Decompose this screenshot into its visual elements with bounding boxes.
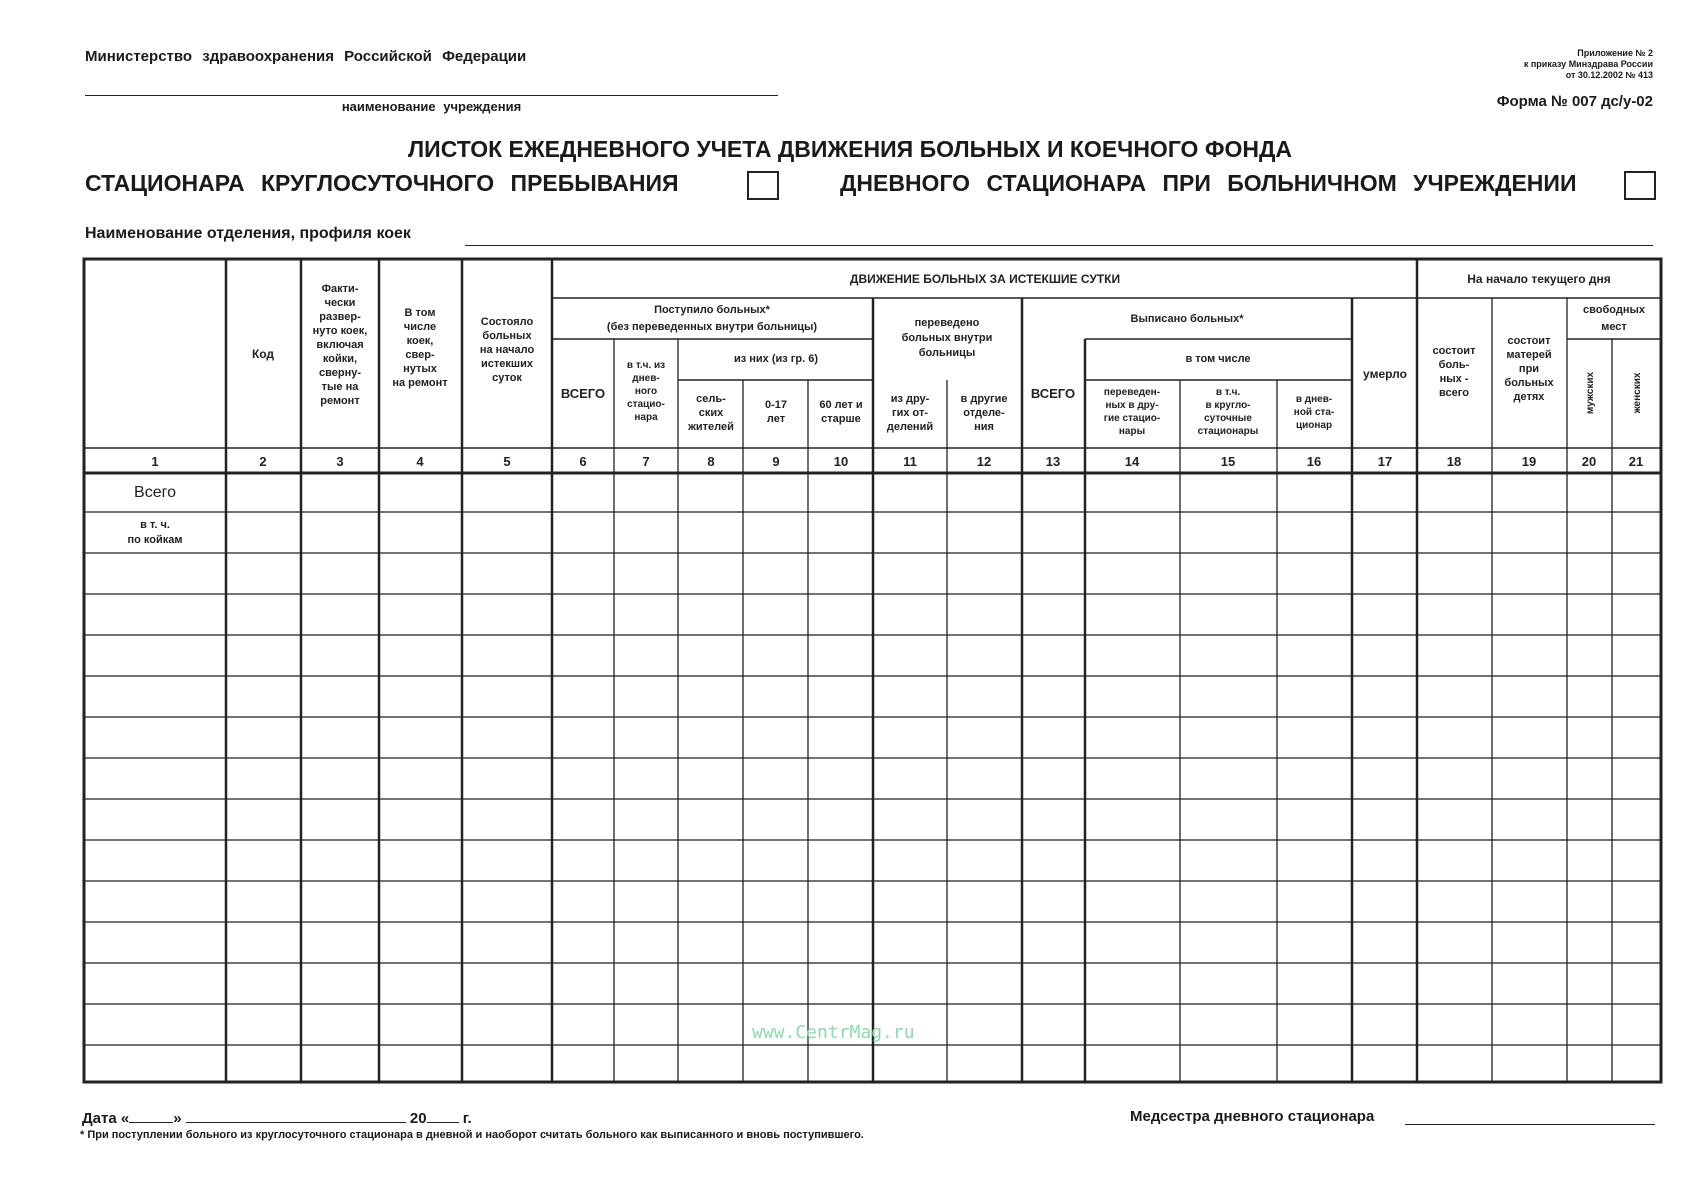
col-number: 13 bbox=[1045, 454, 1061, 469]
watermark: www.CentrMag.ru bbox=[752, 1022, 915, 1043]
svg-text:истекших: истекших bbox=[481, 358, 533, 370]
col-number: 7 bbox=[642, 454, 650, 469]
col-number: 18 bbox=[1446, 454, 1462, 469]
col-11-header bbox=[887, 393, 933, 433]
svg-text:ционар: ционар bbox=[1295, 420, 1333, 431]
svg-text:гих от-: гих от- bbox=[891, 407, 929, 419]
col-16-header bbox=[1294, 394, 1334, 431]
svg-text:при: при bbox=[1518, 363, 1540, 375]
svg-text:коек,: коек, bbox=[406, 335, 434, 347]
col-2-header: Код bbox=[251, 347, 275, 361]
including-header: в том числе bbox=[1185, 353, 1251, 365]
svg-text:нутых: нутых bbox=[403, 363, 437, 375]
option-day-hospital-label: ДНЕВНОГО СТАЦИОНАРА ПРИ БОЛЬНИЧНОМ УЧРЕЖДЕНИИ bbox=[840, 170, 1577, 196]
date-year-line[interactable] bbox=[427, 1108, 459, 1123]
footnote: * При поступлении больного из круглосуточного стационара в дневной и наоборот считать больного как выписанного и вновь поступившего. bbox=[80, 1129, 864, 1141]
row-by-beds-label: в т. ч. bbox=[140, 519, 170, 531]
transferred-header: больницы bbox=[918, 347, 976, 359]
svg-text:отделе-: отделе- bbox=[963, 407, 1005, 419]
col-4-header bbox=[392, 307, 448, 389]
svg-text:суточные: суточные bbox=[1204, 413, 1252, 424]
date-year-suffix: г. bbox=[462, 1110, 472, 1127]
svg-text:на начало: на начало bbox=[479, 344, 535, 356]
svg-text:в т.ч. из: в т.ч. из bbox=[626, 360, 666, 371]
col-3-header bbox=[313, 283, 368, 407]
svg-text:жителей: жителей bbox=[688, 421, 734, 433]
svg-text:ных в дру-: ных в дру- bbox=[1105, 400, 1159, 411]
of-them-header: из них (из гр. 6) bbox=[733, 353, 819, 365]
appendix-line: к приказу Минздрава России bbox=[1523, 59, 1653, 69]
svg-text:развер-: развер- bbox=[319, 311, 361, 323]
institution-caption: наименование учреждения bbox=[341, 99, 522, 114]
free-places-header: свободных bbox=[1583, 304, 1645, 316]
date-label: Дата « bbox=[82, 1110, 130, 1127]
col-8-header bbox=[687, 393, 734, 433]
col-number: 10 bbox=[833, 454, 849, 469]
svg-text:ных -: ных - bbox=[1439, 373, 1469, 385]
col-18-header bbox=[1433, 345, 1477, 399]
col-number: 15 bbox=[1220, 454, 1236, 469]
col-5-header bbox=[480, 316, 535, 384]
svg-text:нуто коек,: нуто коек, bbox=[312, 325, 368, 337]
col-number: 17 bbox=[1377, 454, 1393, 469]
col-number: 9 bbox=[772, 454, 780, 469]
col-9-header bbox=[765, 399, 787, 425]
svg-text:ских: ских bbox=[698, 407, 724, 419]
svg-text:лет: лет bbox=[766, 413, 786, 425]
svg-text:в т.ч.: в т.ч. bbox=[1215, 387, 1241, 398]
col-number: 3 bbox=[336, 454, 344, 469]
svg-text:0-17: 0-17 bbox=[764, 399, 788, 411]
transferred-header: больных внутри bbox=[901, 332, 993, 344]
svg-text:состоит: состоит bbox=[1432, 345, 1476, 357]
svg-text:матерей: матерей bbox=[1506, 349, 1552, 361]
svg-text:в днев-: в днев- bbox=[1295, 394, 1333, 405]
free-places-header: мест bbox=[1601, 321, 1627, 333]
row-by-beds-label: по койкам bbox=[127, 534, 183, 546]
svg-text:сверну-: сверну- bbox=[319, 367, 361, 379]
nurse-signature-line[interactable] bbox=[1405, 1124, 1655, 1125]
svg-text:в кругло-: в кругло- bbox=[1205, 400, 1251, 411]
date-mid: » bbox=[173, 1110, 182, 1127]
svg-text:60 лет и: 60 лет и bbox=[819, 399, 863, 411]
svg-text:больных: больных bbox=[1504, 377, 1554, 389]
svg-text:койки,: койки, bbox=[322, 353, 358, 365]
date-year-prefix: 20 bbox=[409, 1110, 427, 1127]
discharged-header: Выписано больных* bbox=[1130, 313, 1244, 325]
svg-text:стацио-: стацио- bbox=[627, 399, 665, 410]
col-19-header bbox=[1504, 335, 1554, 403]
svg-text:в другие: в другие bbox=[960, 393, 1008, 405]
admitted-header-sub: (без переведенных внутри больницы) bbox=[606, 321, 818, 333]
svg-text:делений: делений bbox=[886, 421, 934, 433]
svg-text:свер-: свер- bbox=[405, 349, 435, 361]
movement-header: ДВИЖЕНИЕ БОЛЬНЫХ ЗА ИСТЕКШИЕ СУТКИ bbox=[849, 272, 1121, 286]
appendix-line: Приложение № 2 bbox=[1577, 48, 1653, 58]
row-total-label: Всего bbox=[134, 484, 176, 501]
svg-text:из дру-: из дру- bbox=[890, 393, 930, 405]
column-numbers-row bbox=[151, 454, 1643, 469]
form-title: ЛИСТОК ЕЖЕДНЕВНОГО УЧЕТА ДВИЖЕНИЯ БОЛЬНЫХ И КОЕЧНОГО ФОНДА bbox=[408, 136, 1292, 162]
col-number: 12 bbox=[976, 454, 992, 469]
svg-text:ной ста-: ной ста- bbox=[1293, 407, 1335, 418]
svg-text:чески: чески bbox=[324, 297, 356, 309]
svg-text:нара: нара bbox=[634, 412, 658, 423]
col-number: 1 bbox=[151, 454, 159, 469]
svg-text:нары: нары bbox=[1118, 426, 1146, 437]
svg-text:боль-: боль- bbox=[1438, 359, 1470, 371]
col-number: 11 bbox=[903, 454, 917, 469]
date-day-line[interactable] bbox=[129, 1108, 173, 1123]
svg-text:включая: включая bbox=[316, 339, 364, 351]
svg-text:суток: суток bbox=[492, 372, 522, 384]
col-number: 6 bbox=[579, 454, 587, 469]
svg-text:всего: всего bbox=[1439, 387, 1469, 399]
svg-text:состоит: состоит bbox=[1507, 335, 1551, 347]
svg-text:Факти-: Факти- bbox=[321, 283, 359, 295]
col-13-header: ВСЕГО bbox=[1030, 386, 1076, 401]
col-21-header: женских bbox=[1632, 372, 1643, 414]
svg-text:ного: ного bbox=[634, 386, 658, 397]
svg-text:числе: числе bbox=[403, 321, 437, 333]
svg-text:старше: старше bbox=[821, 413, 861, 425]
col-number: 19 bbox=[1521, 454, 1537, 469]
form-number: Форма № 007 дс/у-02 bbox=[1496, 93, 1653, 110]
svg-text:В том: В том bbox=[404, 307, 436, 319]
col-number: 16 bbox=[1306, 454, 1322, 469]
col-10-header bbox=[819, 399, 862, 425]
svg-text:сель-: сель- bbox=[696, 393, 726, 405]
svg-text:Состояло: Состояло bbox=[480, 316, 534, 328]
svg-text:гие стацио-: гие стацио- bbox=[1103, 413, 1161, 424]
svg-text:стационары: стационары bbox=[1197, 426, 1259, 437]
current-day-header: На начало текущего дня bbox=[1467, 272, 1611, 286]
svg-text:ния: ния bbox=[974, 421, 994, 433]
svg-text:детях: детях bbox=[1513, 391, 1545, 403]
col-7-header bbox=[627, 360, 665, 423]
svg-text:на ремонт: на ремонт bbox=[392, 377, 448, 389]
col-number: 4 bbox=[416, 454, 424, 469]
admitted-header: Поступило больных* bbox=[654, 304, 770, 316]
department-label: Наименование отделения, профиля коек bbox=[85, 225, 411, 242]
col-17-header: умерло bbox=[1363, 367, 1407, 381]
svg-text:тые на: тые на bbox=[321, 381, 359, 393]
col-6-header: ВСЕГО bbox=[560, 386, 606, 401]
transferred-header: переведено bbox=[914, 317, 980, 329]
col-number: 21 bbox=[1628, 454, 1644, 469]
nurse-label: Медсестра дневного стационара bbox=[1130, 1108, 1375, 1125]
col-20-header: мужских bbox=[1585, 371, 1596, 415]
ministry-name: Министерство здравоохранения Российской Федерации bbox=[85, 48, 527, 65]
col-12-header bbox=[961, 393, 1008, 433]
col-number: 8 bbox=[707, 454, 715, 469]
col-number: 2 bbox=[259, 454, 267, 469]
col-14-header bbox=[1104, 387, 1160, 437]
appendix-line: от 30.12.2002 № 413 bbox=[1565, 70, 1653, 80]
option-round-the-clock-label: СТАЦИОНАРА КРУГЛОСУТОЧНОГО ПРЕБЫВАНИЯ bbox=[85, 170, 679, 196]
svg-text:ремонт: ремонт bbox=[320, 395, 360, 407]
col-number: 14 bbox=[1124, 454, 1140, 469]
date-field[interactable] bbox=[82, 1108, 472, 1127]
svg-text:переведен-: переведен- bbox=[1103, 387, 1161, 398]
svg-text:днев-: днев- bbox=[632, 373, 660, 384]
col-15-header bbox=[1198, 387, 1259, 437]
col-number: 20 bbox=[1581, 454, 1597, 469]
svg-text:больных: больных bbox=[482, 330, 532, 342]
date-month-line[interactable] bbox=[186, 1108, 406, 1123]
col-number: 5 bbox=[503, 454, 511, 469]
